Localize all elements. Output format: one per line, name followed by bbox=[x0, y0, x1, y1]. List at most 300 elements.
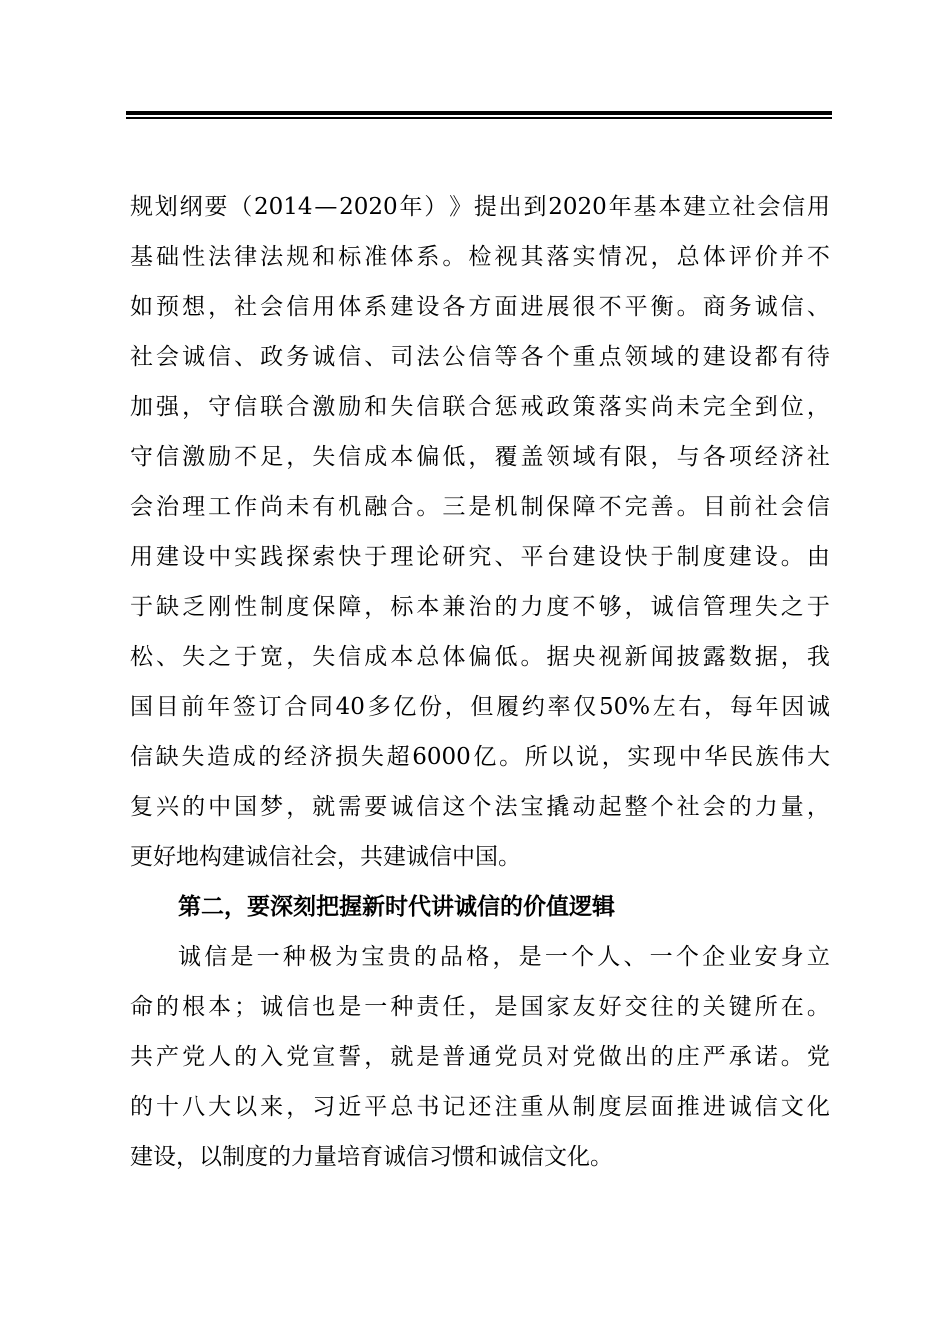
glyph: 信 bbox=[468, 344, 492, 370]
glyph: 设 bbox=[728, 344, 752, 370]
glyph: 一 bbox=[649, 944, 673, 970]
glyph: 还 bbox=[468, 1094, 492, 1120]
glyph: 责 bbox=[416, 994, 440, 1020]
glyph: 基 bbox=[633, 194, 657, 220]
glyph: 建 bbox=[390, 294, 414, 320]
glyph: 要 bbox=[364, 794, 388, 820]
glyph: 合 bbox=[390, 494, 414, 520]
glyph: 键 bbox=[728, 994, 752, 1020]
glyph: ， bbox=[704, 694, 728, 720]
glyph: 对 bbox=[546, 1044, 570, 1070]
paragraph-line bbox=[130, 582, 830, 632]
glyph: 各 bbox=[702, 444, 726, 470]
glyph: 惩 bbox=[494, 394, 518, 420]
glyph: 合 bbox=[286, 394, 310, 420]
glyph: 用 bbox=[806, 194, 830, 220]
glyph: 治 bbox=[468, 594, 492, 620]
glyph: 政 bbox=[546, 394, 570, 420]
glyph: 宝 bbox=[520, 794, 544, 820]
glyph: 法 bbox=[416, 344, 440, 370]
glyph: 用 bbox=[312, 294, 336, 320]
glyph: 保 bbox=[546, 494, 570, 520]
glyph: 50% bbox=[598, 694, 651, 720]
glyph: 的 bbox=[494, 594, 518, 620]
glyph: 总 bbox=[416, 644, 440, 670]
glyph: 缺 bbox=[155, 744, 179, 770]
glyph: 建 bbox=[702, 344, 726, 370]
glyph: 划 bbox=[154, 194, 178, 220]
glyph: 准 bbox=[364, 244, 388, 270]
glyph: 年 bbox=[755, 694, 779, 720]
glyph: 就 bbox=[312, 794, 336, 820]
glyph: 贵 bbox=[387, 944, 411, 970]
glyph: 本 bbox=[208, 994, 232, 1020]
glyph: 好 bbox=[598, 994, 622, 1020]
glyph: 制 bbox=[572, 1094, 596, 1120]
glyph: 度 bbox=[286, 594, 310, 620]
glyph: 基 bbox=[130, 244, 153, 270]
glyph: 到 bbox=[523, 194, 547, 220]
glyph: 探 bbox=[286, 544, 310, 570]
glyph: 政 bbox=[260, 344, 284, 370]
glyph: 诚 bbox=[728, 1094, 752, 1120]
glyph: 性 bbox=[182, 244, 206, 270]
glyph: ， bbox=[208, 294, 232, 320]
glyph: 的 bbox=[258, 744, 282, 770]
glyph: 和 bbox=[364, 394, 388, 420]
glyph: 从 bbox=[546, 1094, 570, 1120]
glyph: 联 bbox=[260, 394, 284, 420]
glyph: 领 bbox=[546, 444, 570, 470]
glyph: 的 bbox=[676, 994, 700, 1020]
glyph: 个 bbox=[468, 794, 492, 820]
glyph: 民 bbox=[729, 744, 753, 770]
glyph: 用 bbox=[130, 544, 153, 570]
glyph: 中 bbox=[208, 544, 232, 570]
glyph: 体 bbox=[338, 294, 362, 320]
glyph: 展 bbox=[546, 294, 570, 320]
glyph: 党 bbox=[806, 1044, 830, 1070]
glyph: 完 bbox=[702, 394, 726, 420]
glyph: 友 bbox=[572, 994, 596, 1020]
glyph: 设 bbox=[182, 544, 206, 570]
glyph: 管 bbox=[702, 594, 726, 620]
glyph: 不 bbox=[572, 594, 596, 620]
glyph: 种 bbox=[282, 944, 306, 970]
glyph: 撬 bbox=[546, 794, 570, 820]
glyph: 八 bbox=[182, 1094, 206, 1120]
glyph: 超 bbox=[386, 744, 410, 770]
glyph: 域 bbox=[650, 344, 674, 370]
glyph: 评 bbox=[728, 244, 752, 270]
glyph: 信 bbox=[416, 794, 440, 820]
glyph: 规 bbox=[130, 194, 153, 220]
glyph: 研 bbox=[442, 544, 466, 570]
glyph: 励 bbox=[338, 394, 362, 420]
glyph: 的 bbox=[182, 794, 206, 820]
glyph: 本 bbox=[390, 644, 414, 670]
glyph: 守 bbox=[208, 394, 232, 420]
paragraph-line bbox=[130, 682, 830, 732]
glyph: 平 bbox=[520, 544, 544, 570]
glyph: 左 bbox=[652, 694, 676, 720]
glyph: ， bbox=[286, 1094, 310, 1120]
paragraph-line bbox=[130, 382, 830, 432]
glyph: 未 bbox=[676, 394, 700, 420]
glyph: 本 bbox=[390, 444, 414, 470]
glyph: 论 bbox=[416, 544, 440, 570]
glyph: 格 bbox=[466, 944, 490, 970]
glyph: 一 bbox=[364, 994, 388, 1020]
glyph: 整 bbox=[624, 794, 648, 820]
glyph: 度 bbox=[546, 594, 570, 620]
glyph: 亿 bbox=[473, 744, 497, 770]
glyph: 。 bbox=[780, 544, 804, 570]
glyph: 年 bbox=[207, 694, 231, 720]
glyph: 法 bbox=[208, 244, 232, 270]
paragraph-line: 建设，以制度的力量培育诚信习惯和诚信文化。 bbox=[130, 1144, 613, 1170]
glyph: 的 bbox=[234, 1044, 258, 1070]
glyph: 总 bbox=[676, 244, 700, 270]
glyph: 人 bbox=[597, 944, 621, 970]
glyph: 尚 bbox=[260, 494, 284, 520]
glyph: 信 bbox=[416, 394, 440, 420]
glyph: 建 bbox=[728, 544, 752, 570]
glyph: 会 bbox=[702, 794, 726, 820]
glyph: 党 bbox=[182, 1044, 206, 1070]
glyph: 需 bbox=[338, 794, 362, 820]
glyph: 刚 bbox=[208, 594, 232, 620]
paragraph-line bbox=[130, 1032, 830, 1082]
glyph: 松 bbox=[130, 644, 153, 670]
glyph: 宣 bbox=[312, 1044, 336, 1070]
glyph: 诺 bbox=[754, 1044, 778, 1070]
glyph: 面 bbox=[494, 294, 518, 320]
glyph: 三 bbox=[442, 494, 466, 520]
glyph: 够 bbox=[598, 594, 622, 620]
glyph: 乏 bbox=[182, 594, 206, 620]
glyph: 业 bbox=[728, 944, 752, 970]
glyph: 党 bbox=[494, 1044, 518, 1070]
glyph: 出 bbox=[498, 194, 522, 220]
glyph: 目 bbox=[702, 494, 726, 520]
body-text bbox=[130, 182, 830, 1182]
glyph: 方 bbox=[468, 294, 492, 320]
glyph: 保 bbox=[312, 594, 336, 620]
glyph: 书 bbox=[416, 1094, 440, 1120]
glyph: 的 bbox=[728, 794, 752, 820]
glyph: 会 bbox=[130, 494, 153, 520]
glyph: 失 bbox=[312, 444, 336, 470]
glyph: 家 bbox=[546, 994, 570, 1020]
glyph: 性 bbox=[234, 594, 258, 620]
glyph: 中 bbox=[208, 794, 232, 820]
glyph: 于 bbox=[130, 594, 153, 620]
glyph: 和 bbox=[312, 244, 336, 270]
glyph: 是 bbox=[468, 494, 492, 520]
glyph: 快 bbox=[624, 544, 648, 570]
glyph: 其 bbox=[520, 244, 544, 270]
glyph: 新 bbox=[624, 644, 648, 670]
glyph: 要 bbox=[204, 194, 228, 220]
paragraph-line bbox=[130, 632, 830, 682]
glyph: 领 bbox=[624, 344, 648, 370]
glyph: 力 bbox=[520, 594, 544, 620]
glyph: 成 bbox=[364, 644, 388, 670]
glyph: 重 bbox=[572, 344, 596, 370]
glyph: 信 bbox=[782, 194, 806, 220]
glyph: 露 bbox=[702, 644, 726, 670]
glyph: 落 bbox=[598, 394, 622, 420]
glyph: 由 bbox=[806, 544, 830, 570]
glyph: 励 bbox=[208, 444, 232, 470]
glyph: 动 bbox=[572, 794, 596, 820]
glyph: 华 bbox=[704, 744, 728, 770]
glyph: 往 bbox=[650, 994, 674, 1020]
glyph: 注 bbox=[494, 1094, 518, 1120]
glyph: ； bbox=[234, 994, 258, 1020]
glyph: 记 bbox=[442, 1094, 466, 1120]
glyph: 设 bbox=[754, 544, 778, 570]
glyph: 做 bbox=[598, 1044, 622, 1070]
glyph: 工 bbox=[208, 494, 232, 520]
glyph: 不 bbox=[598, 494, 622, 520]
glyph: 信 bbox=[130, 744, 153, 770]
glyph: 成 bbox=[232, 744, 256, 770]
glyph: 础 bbox=[156, 244, 180, 270]
glyph: 失 bbox=[390, 394, 414, 420]
glyph: 、 bbox=[806, 294, 830, 320]
glyph: 根 bbox=[182, 994, 206, 1020]
glyph: 国 bbox=[130, 694, 153, 720]
glyph: 履 bbox=[496, 694, 520, 720]
glyph: 合 bbox=[284, 694, 308, 720]
glyph: 制 bbox=[260, 594, 284, 620]
glyph: 右 bbox=[678, 694, 702, 720]
glyph: 订 bbox=[258, 694, 282, 720]
glyph: 是 bbox=[416, 1044, 440, 1070]
glyph: 个 bbox=[546, 344, 570, 370]
glyph: 策 bbox=[572, 394, 596, 420]
glyph: 标 bbox=[338, 244, 362, 270]
glyph: 项 bbox=[728, 444, 752, 470]
glyph: 信 bbox=[338, 444, 362, 470]
paragraph-line bbox=[130, 1082, 830, 1132]
glyph: 覆 bbox=[494, 444, 518, 470]
glyph: 出 bbox=[624, 1044, 648, 1070]
glyph: 平 bbox=[624, 294, 648, 320]
glyph: 安 bbox=[754, 944, 778, 970]
glyph: 经 bbox=[754, 444, 778, 470]
glyph: 等 bbox=[494, 344, 518, 370]
glyph: 激 bbox=[182, 444, 206, 470]
glyph: 会 bbox=[156, 344, 180, 370]
glyph: 成 bbox=[364, 444, 388, 470]
glyph: 并 bbox=[780, 244, 804, 270]
glyph: 情 bbox=[598, 244, 622, 270]
glyph: 。 bbox=[676, 494, 700, 520]
paragraph-line bbox=[130, 332, 830, 382]
glyph: 层 bbox=[624, 1094, 648, 1120]
glyph: 司 bbox=[390, 344, 414, 370]
paragraph-line bbox=[130, 532, 830, 582]
glyph: 于 bbox=[650, 544, 674, 570]
glyph: 文 bbox=[780, 1094, 804, 1120]
glyph: 位 bbox=[780, 394, 804, 420]
glyph: 预 bbox=[156, 294, 180, 320]
glyph: 纲 bbox=[179, 194, 203, 220]
glyph: ） bbox=[424, 194, 448, 220]
glyph: 建 bbox=[682, 194, 706, 220]
glyph: 所 bbox=[754, 994, 778, 1020]
glyph: 有 bbox=[598, 444, 622, 470]
glyph: 年 bbox=[399, 194, 423, 220]
glyph: 偏 bbox=[468, 644, 492, 670]
glyph: ， bbox=[286, 644, 310, 670]
glyph: 于 bbox=[234, 644, 258, 670]
glyph: 》 bbox=[449, 194, 473, 220]
glyph: 务 bbox=[728, 294, 752, 320]
glyph: 善 bbox=[650, 494, 674, 520]
glyph: 也 bbox=[312, 994, 336, 1020]
glyph: 都 bbox=[754, 344, 778, 370]
glyph: 不 bbox=[598, 294, 622, 320]
glyph: 的 bbox=[676, 344, 700, 370]
glyph: 理 bbox=[182, 494, 206, 520]
glyph: 员 bbox=[520, 1044, 544, 1070]
glyph: ， bbox=[468, 444, 492, 470]
glyph: 普 bbox=[442, 1044, 466, 1070]
glyph: 一 bbox=[256, 944, 280, 970]
glyph: 快 bbox=[338, 544, 362, 570]
glyph: 数 bbox=[728, 644, 752, 670]
glyph: 品 bbox=[440, 944, 464, 970]
glyph: 未 bbox=[286, 494, 310, 520]
glyph: 失 bbox=[754, 594, 778, 620]
glyph: 信 bbox=[208, 344, 232, 370]
glyph: 不 bbox=[806, 244, 830, 270]
glyph: 机 bbox=[338, 494, 362, 520]
glyph: 、 bbox=[156, 644, 180, 670]
glyph: 总 bbox=[390, 1094, 414, 1120]
glyph: 制 bbox=[520, 494, 544, 520]
glyph: 信 bbox=[234, 394, 258, 420]
glyph: 信 bbox=[286, 294, 310, 320]
glyph: 融 bbox=[364, 494, 388, 520]
glyph: 守 bbox=[130, 444, 153, 470]
glyph: 到 bbox=[754, 394, 778, 420]
glyph: 之 bbox=[208, 644, 232, 670]
glyph: 点 bbox=[598, 344, 622, 370]
glyph: 落 bbox=[546, 244, 570, 270]
glyph: 检 bbox=[468, 244, 492, 270]
glyph: 党 bbox=[286, 1044, 310, 1070]
glyph: 。 bbox=[416, 494, 440, 520]
glyph: 化 bbox=[806, 1094, 830, 1120]
glyph: 率 bbox=[547, 694, 571, 720]
glyph: 信 bbox=[286, 994, 310, 1020]
glyph: 兴 bbox=[156, 794, 180, 820]
glyph: 个 bbox=[571, 944, 595, 970]
glyph: 份 bbox=[419, 694, 443, 720]
glyph: 起 bbox=[598, 794, 622, 820]
glyph: 社 bbox=[234, 294, 258, 320]
glyph: 合 bbox=[468, 394, 492, 420]
glyph: 入 bbox=[260, 1044, 284, 1070]
glyph: 约 bbox=[521, 694, 545, 720]
glyph: 信 bbox=[156, 444, 180, 470]
glyph: 。 bbox=[499, 744, 523, 770]
glyph: 据 bbox=[546, 644, 570, 670]
glyph: 实 bbox=[572, 244, 596, 270]
glyph: 社 bbox=[130, 344, 153, 370]
glyph: 经 bbox=[283, 744, 307, 770]
glyph: 亿 bbox=[393, 694, 417, 720]
glyph: 为 bbox=[335, 944, 359, 970]
glyph: 因 bbox=[781, 694, 805, 720]
glyph: 族 bbox=[755, 744, 779, 770]
glyph: 建 bbox=[156, 544, 180, 570]
glyph: 域 bbox=[572, 444, 596, 470]
glyph: 实 bbox=[624, 394, 648, 420]
glyph: 复 bbox=[130, 794, 153, 820]
glyph: 制 bbox=[676, 544, 700, 570]
glyph: 作 bbox=[234, 494, 258, 520]
glyph: 大 bbox=[806, 744, 830, 770]
glyph: 严 bbox=[702, 1044, 726, 1070]
glyph: 加 bbox=[130, 394, 153, 420]
glyph: ， bbox=[286, 444, 310, 470]
glyph: 多 bbox=[367, 694, 391, 720]
glyph: ， bbox=[444, 694, 468, 720]
glyph: 重 bbox=[520, 1094, 544, 1120]
glyph: 极 bbox=[309, 944, 333, 970]
glyph: 提 bbox=[473, 194, 497, 220]
glyph: 通 bbox=[468, 1044, 492, 1070]
glyph: 习 bbox=[312, 1094, 336, 1120]
glyph: 近 bbox=[338, 1094, 362, 1120]
glyph: 体 bbox=[702, 244, 726, 270]
paragraph-line bbox=[130, 232, 830, 282]
glyph: 。 bbox=[676, 294, 700, 320]
glyph: 签 bbox=[232, 694, 256, 720]
glyph: 量 bbox=[780, 794, 804, 820]
glyph: ， bbox=[364, 1044, 388, 1070]
glyph: 济 bbox=[309, 744, 333, 770]
glyph: 40 bbox=[335, 694, 365, 720]
glyph: 说 bbox=[576, 744, 600, 770]
glyph: 商 bbox=[702, 294, 726, 320]
glyph: 于 bbox=[806, 594, 830, 620]
glyph: 一 bbox=[544, 944, 568, 970]
glyph: 激 bbox=[312, 394, 336, 420]
glyph: 种 bbox=[390, 994, 414, 1020]
glyph: 与 bbox=[676, 444, 700, 470]
glyph: 足 bbox=[260, 444, 284, 470]
glyph: 。 bbox=[442, 244, 466, 270]
glyph: 索 bbox=[312, 544, 336, 570]
glyph: 台 bbox=[546, 544, 570, 570]
glyph: 的 bbox=[130, 1094, 153, 1120]
glyph: ， bbox=[806, 394, 830, 420]
glyph: 失 bbox=[181, 744, 205, 770]
glyph: 法 bbox=[494, 794, 518, 820]
glyph: （ bbox=[229, 194, 253, 220]
glyph: 低 bbox=[442, 444, 466, 470]
glyph: 价 bbox=[754, 244, 778, 270]
glyph: 。 bbox=[806, 994, 830, 1020]
glyph: 很 bbox=[572, 294, 596, 320]
